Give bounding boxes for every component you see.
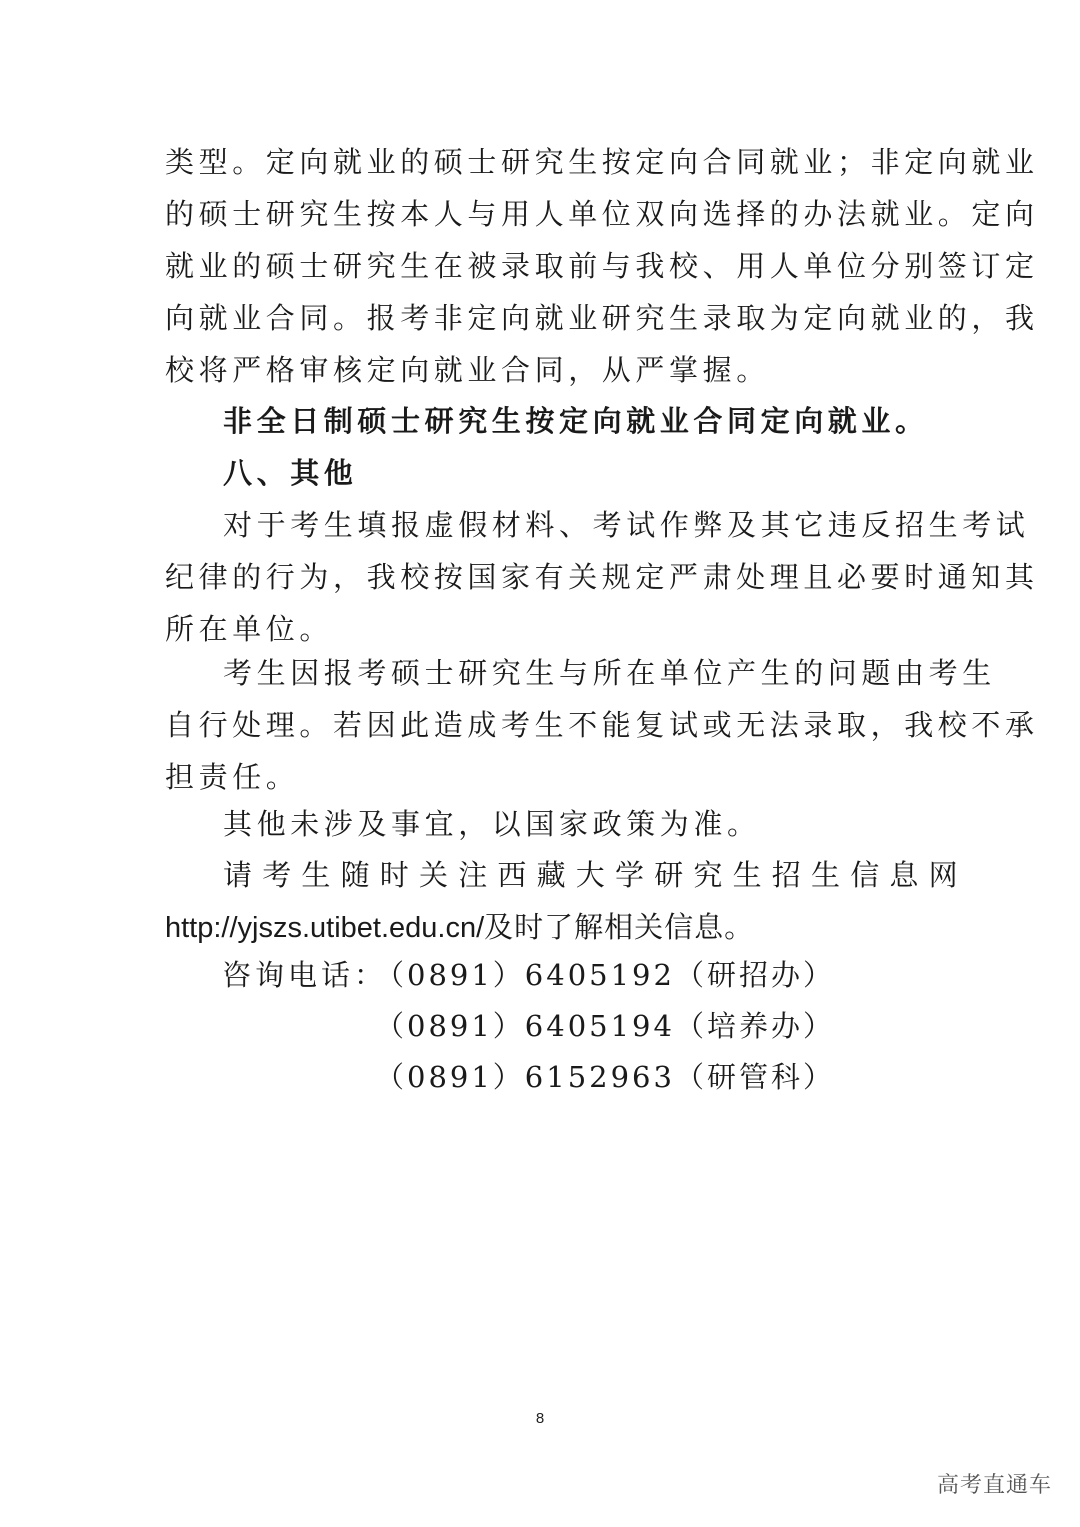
bold-note	[165, 395, 975, 447]
watermark-text: 高考直通车	[936, 1473, 1052, 1498]
contact-label: 咨询电话：	[222, 958, 388, 992]
paragraph-line: 就业的硕士研究生在被录取前与我校、用人单位分别签订定	[165, 249, 1039, 283]
contact-row-2	[0, 1000, 1080, 1052]
paragraph-line: 担责任。	[165, 760, 300, 794]
paragraph-unit-issues	[165, 647, 1039, 803]
contact-row-1	[0, 949, 1080, 1001]
paragraph-website	[165, 849, 968, 953]
paragraph-employment-type	[165, 136, 1039, 396]
contact-phone: （0891）6405194（培养办）	[375, 1009, 835, 1043]
paragraph-line: 纪律的行为，我校按国家有关规定严肃处理且必要时通知其	[165, 560, 1039, 594]
contact-phone: （0891）6152963（研管科）	[375, 1060, 835, 1094]
page-number: 8	[535, 1410, 545, 1427]
paragraph-line: 自行处理。若因此造成考生不能复试或无法录取，我校不承	[165, 708, 1039, 742]
paragraph-line: 的硕士研究生按本人与用人单位双向选择的办法就业。定向	[165, 197, 1039, 231]
contact-phone: （0891）6405192（研招办）	[375, 958, 835, 992]
paragraph-other-matters	[165, 798, 917, 850]
paragraph-line-url	[165, 901, 917, 953]
paragraph-line: 类型。定向就业的硕士研究生按定向合同就业；非定向就业	[165, 145, 1039, 179]
paragraph-line: 考生因报考硕士研究生与所在单位产生的问题由考生	[223, 656, 996, 690]
paragraph-line: 校将严格审核定向就业合同，从严掌握。	[165, 353, 770, 387]
paragraph-misconduct	[165, 499, 1039, 655]
paragraph-line: 对于考生填报虚假材料、考试作弊及其它违反招生考试	[223, 508, 1030, 542]
paragraph-line: 其他未涉及事宜，以国家政策为准。	[223, 807, 761, 841]
section-heading-text: 八、其他	[223, 456, 358, 490]
contact-row-3	[0, 1051, 1080, 1103]
paragraph-line: 请考生随时关注西藏大学研究生招生信息网	[223, 858, 968, 892]
website-link[interactable]: http://yjszs.utibet.edu.cn/	[165, 912, 485, 944]
bold-note-text: 非全日制硕士研究生按定向就业合同定向就业。	[223, 404, 929, 438]
section-heading	[165, 447, 975, 499]
website-suffix: 及时了解相关信息。	[484, 910, 755, 944]
paragraph-line: 向就业合同。报考非定向就业研究生录取为定向就业的，我	[165, 301, 1039, 335]
paragraph-line: 所在单位。	[165, 612, 334, 646]
